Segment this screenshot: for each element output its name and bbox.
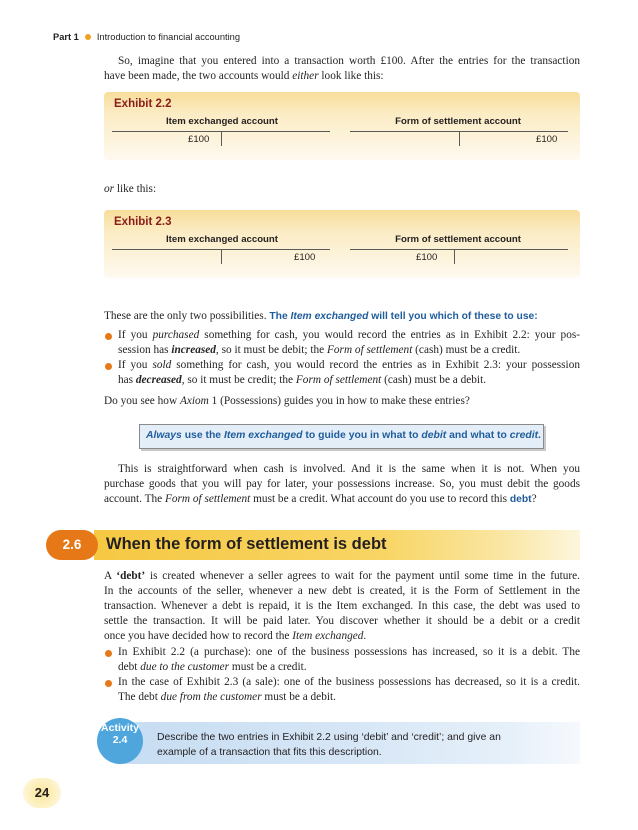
para-text: is created whenever a seller agrees to wait for the payment until some time in the future. (145, 570, 580, 582)
para-text: . (363, 630, 367, 642)
callout-part: use the (181, 430, 224, 441)
exhibit-2-3 (104, 210, 580, 278)
para-line: transaction. Whenever a debt is repaid, it is the Item exchanged. In this case, the debt was used to (104, 600, 580, 612)
activity-label-word: Activity (101, 722, 139, 734)
bullet-text: (cash) must be a credit. (412, 344, 521, 356)
activity-line: Describe the two entries in Exhibit 2.2 using ‘debit’ and ‘credit’; and give an (157, 732, 501, 743)
bullet-text: , so it must be debit; the (215, 344, 327, 356)
para-bold: ‘debt’ (116, 570, 146, 582)
bullet-dot-icon (85, 34, 91, 40)
bullet-emphasis: due to the customer (140, 661, 230, 673)
axiom-emphasis: Axiom (179, 395, 209, 407)
highlight-emphasis: Item exchanged (290, 311, 369, 322)
straightforward-paragraph (104, 462, 580, 507)
t-account-divider (454, 249, 455, 264)
possibilities-sentence (104, 309, 580, 324)
t-account-divider (221, 131, 222, 146)
para-line: settle the transaction. It will be paid later. You discover whether it should be a debit or a credit (104, 615, 580, 627)
bullet-text: , so it must be credit; the (181, 374, 296, 386)
para-emphasis: Item exchanged (292, 630, 364, 642)
bullet-text: something for cash, you would record the entries as in Exhibit 2.3: your possession (171, 359, 580, 371)
para-line: In the accounts of the seller, whenever a new debt is created, it is the Form of Settlement in the (104, 585, 580, 597)
or-text: like this: (114, 183, 157, 195)
activity-text (157, 730, 557, 760)
bullet-text: something for cash, you would record the entries as in Exhibit 2.2: your pos- (199, 329, 580, 341)
bullet-text: If you (118, 329, 153, 341)
para-line: purchase goods that you will pay for later, your possessions increase. So, you must debit the goods (104, 478, 580, 490)
bullet-icon (105, 650, 112, 657)
bullet-text: debt (118, 661, 141, 673)
activity-label-number: 2.4 (112, 734, 128, 746)
t-account-divider (459, 131, 460, 146)
exhibit-title: Exhibit 2.2 (114, 98, 172, 110)
para-text: A (104, 570, 117, 582)
para-line: This is straightforward when cash is involved. And it is the same when it is not. When you (118, 463, 580, 475)
para-line (104, 569, 580, 584)
intro-paragraph (104, 54, 580, 84)
bullet-text: The debt (118, 691, 161, 703)
bullet-exhibit-2-2 (118, 645, 580, 675)
highlight-text: will tell you which of these to use: (368, 311, 538, 322)
intro-line-2 (104, 69, 580, 84)
debit-amount: £100 (188, 134, 210, 145)
callout-emphasis: Item exchanged (223, 430, 303, 441)
bullet-text: must be a credit. (229, 661, 307, 673)
bullet-text: must be a debit. (261, 691, 336, 703)
running-head-part: Part 1 (53, 32, 79, 42)
bullet-purchased (118, 328, 580, 358)
possibilities-highlight (269, 311, 537, 322)
debit-amount: £100 (416, 252, 438, 263)
exhibit-title: Exhibit 2.3 (114, 216, 172, 228)
para-text: must be a credit. What account do you use to record this (250, 493, 510, 505)
para-text: ? (531, 493, 537, 505)
bullet-line (118, 690, 580, 705)
bullet-icon (105, 363, 112, 370)
credit-amount: £100 (294, 252, 316, 263)
bullet-line (118, 660, 580, 675)
bullet-line (118, 328, 580, 343)
intro-line-1: So, imagine that you entered into a transaction worth £100. After the entries for the transaction (118, 55, 580, 67)
callout-emphasis: Always (146, 430, 182, 441)
bullet-text: (cash) must be a debit. (381, 374, 487, 386)
axiom-text: 1 (Possessions) guides you in how to make these entries? (208, 395, 470, 407)
axiom-question (104, 394, 470, 409)
bullet-emphasis: due from the customer (160, 691, 262, 703)
para-line (104, 629, 580, 644)
axiom-text: Do you see how (104, 395, 180, 407)
or-like-this (104, 182, 156, 197)
highlight-text: The (269, 311, 291, 322)
running-head (53, 32, 240, 42)
bullet-emphasis: decreased (135, 374, 182, 386)
activity-label (97, 722, 143, 746)
para-text: once you have decided how to record the (104, 630, 293, 642)
bullet-emphasis: sold (152, 359, 172, 371)
bullet-sold (118, 358, 580, 388)
activity-line: example of a transaction that fits this description. (157, 747, 382, 758)
para-line (104, 492, 580, 507)
form-of-settlement-account-heading: Form of settlement account (395, 234, 521, 245)
bullet-line (118, 358, 580, 373)
section-title: When the form of settlement is debt (106, 535, 387, 553)
callout-emphasis: debit (421, 430, 447, 441)
item-exchanged-account-heading: Item exchanged account (166, 234, 278, 245)
callout-part: to guide you in what to (302, 430, 422, 441)
intro-text: have been made, the two accounts would (104, 70, 293, 82)
bullet-line: In Exhibit 2.2 (a purchase): one of the business possessions has increased, so it is a debit. The (118, 646, 580, 658)
form-of-settlement-account-heading: Form of settlement account (395, 116, 521, 127)
bullet-line (118, 373, 580, 388)
page-number: 24 (34, 785, 50, 800)
bullet-emphasis: increased (171, 344, 216, 356)
callout-emphasis: credit (509, 430, 539, 441)
item-exchanged-account-heading: Item exchanged account (166, 116, 278, 127)
callout-part: and what to (446, 430, 510, 441)
bullet-emphasis: purchased (152, 329, 200, 341)
section-number: 2.6 (62, 537, 82, 552)
bullet-icon (105, 333, 112, 340)
callout-text (146, 430, 541, 441)
intro-emphasis: either (292, 70, 319, 82)
bullet-text: has (118, 374, 136, 386)
bullet-line (118, 343, 580, 358)
bullet-emphasis: Form of settlement (295, 374, 382, 386)
exhibit-2-2 (104, 92, 580, 160)
bullet-text: If you (118, 359, 153, 371)
running-head-title: Introduction to financial accounting (96, 32, 241, 42)
t-account-divider (221, 249, 222, 264)
bullet-text: session has (118, 344, 172, 356)
intro-text: look like this: (318, 70, 384, 82)
debt-highlight: debt (509, 494, 532, 505)
key-point-callout (139, 424, 544, 449)
possibilities-text: These are the only two possibilities. (104, 310, 270, 322)
bullet-line: In the case of Exhibit 2.3 (a sale): one of the business possessions has decreased, so it is a credit. (118, 676, 580, 688)
callout-part: . (538, 430, 541, 441)
para-emphasis: Form of settlement (164, 493, 251, 505)
bullet-emphasis: Form of settlement (327, 344, 413, 356)
credit-amount: £100 (536, 134, 558, 145)
bullet-exhibit-2-3 (118, 675, 580, 705)
debt-paragraph (104, 569, 580, 644)
para-text: account. The (104, 493, 165, 505)
or-emphasis: or (104, 183, 115, 195)
bullet-icon (105, 680, 112, 687)
t-account-line (350, 249, 568, 250)
